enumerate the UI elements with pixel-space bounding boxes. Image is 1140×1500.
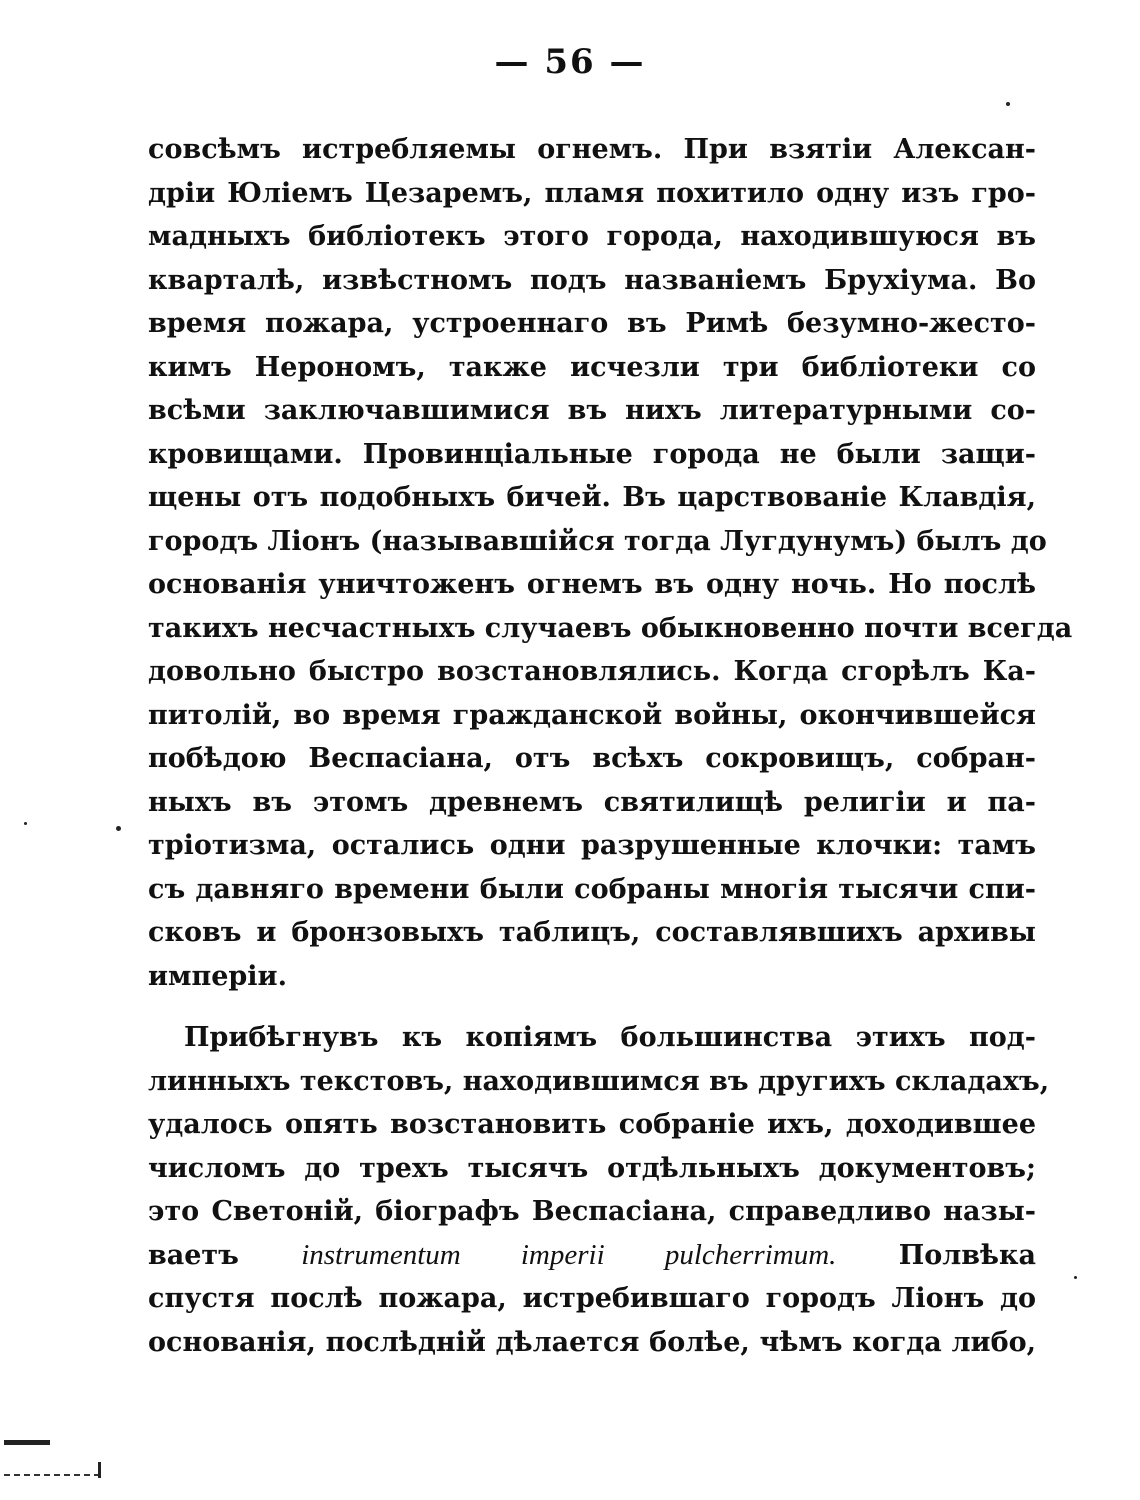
text-line: удалось опять возстановить собраніе ихъ, доходившее [148, 1109, 1036, 1140]
text-line: основанія, послѣдній дѣлается болѣе, чѣмъ когда либо, [148, 1326, 1036, 1358]
text-line: такихъ несчастныхъ случаевъ обыкновенно почти всегда [148, 612, 1073, 644]
text-line: это Светоній, біографъ Веспасіана, справедливо назы- [148, 1196, 1036, 1227]
text-line: мадныхъ библіотекъ этого города, находившуюся въ [148, 221, 1036, 252]
text-line: ныхъ въ этомъ древнемъ святилищѣ религіи и па- [148, 786, 1036, 818]
scan-speck [1074, 1276, 1077, 1279]
scan-edge-line [4, 1474, 100, 1478]
text-line: сковъ и бронзовыхъ таблицъ, составлявшихъ архивы [148, 917, 1036, 948]
paragraph-1 [148, 128, 1073, 998]
scan-speck [116, 826, 121, 831]
text-line: дріи Юліемъ Цезаремъ, пламя похитило одну изъ гро- [148, 177, 1036, 209]
text-line: кимъ Нерономъ, также исчезли три библіотеки со [148, 351, 1036, 383]
text-line: съ давняго времени были собраны многія тысячи спи- [148, 873, 1036, 905]
paragraph-2 [148, 1016, 1050, 1364]
text-fragment: ваетъ [148, 1239, 239, 1271]
text-line: совсѣмъ истребляемы огнемъ. При взятіи Алексан- [148, 134, 1036, 165]
text-line: числомъ до трехъ тысячъ отдѣльныхъ документовъ; [148, 1152, 1036, 1184]
text-line: время пожара, устроеннаго въ Римѣ безумно-жесто- [148, 308, 1036, 339]
scan-edge-tick [98, 1462, 101, 1478]
text-line: довольно быстро возстановлялись. Когда сгорѣлъ Ка- [148, 656, 1036, 687]
text-line: линныхъ текстовъ, находившимся въ другихъ складахъ, [148, 1065, 1050, 1097]
text-line: Прибѣгнувъ къ копіямъ большинства этихъ под- [184, 1022, 1036, 1053]
text-line: всѣми заключавшимися въ нихъ литературными со- [148, 395, 1036, 426]
text-line: щены отъ подобныхъ бичей. Въ царствованіе Клавдія, [148, 482, 1036, 513]
text-line: тріотизма, остались одни разрушенные клочки: тамъ [148, 830, 1036, 861]
text-line: спустя послѣ пожара, истребившаго городъ Ліонъ до [148, 1283, 1036, 1314]
text-line: кровищами. Провинціальные города не были защи- [148, 438, 1036, 470]
scan-speck [1006, 102, 1010, 106]
text-line-with-latin [148, 1234, 1036, 1278]
text-line: городъ Ліонъ (называвшійся тогда Лугдунумъ) былъ до [148, 525, 1047, 557]
page-number: — 56 — [494, 42, 646, 82]
text-fragment: Полвѣка [898, 1239, 1036, 1271]
scan-edge-mark [4, 1440, 50, 1445]
text-line: имперіи. [148, 960, 287, 992]
text-line: основанія уничтоженъ огнемъ въ одну ночь. Но послѣ [148, 569, 1036, 600]
text-line: кварталѣ, извѣстномъ подъ названіемъ Брухіума. Во [148, 264, 1036, 296]
text-line: питолій, во время гражданской войны, окончившейся [148, 699, 1036, 731]
text-line: побѣдою Веспасіана, отъ всѣхъ сокровищъ, собран- [148, 743, 1036, 774]
scan-speck [24, 822, 27, 825]
latin-quote: instrumentum imperii pulcherrimum. [301, 1238, 837, 1271]
